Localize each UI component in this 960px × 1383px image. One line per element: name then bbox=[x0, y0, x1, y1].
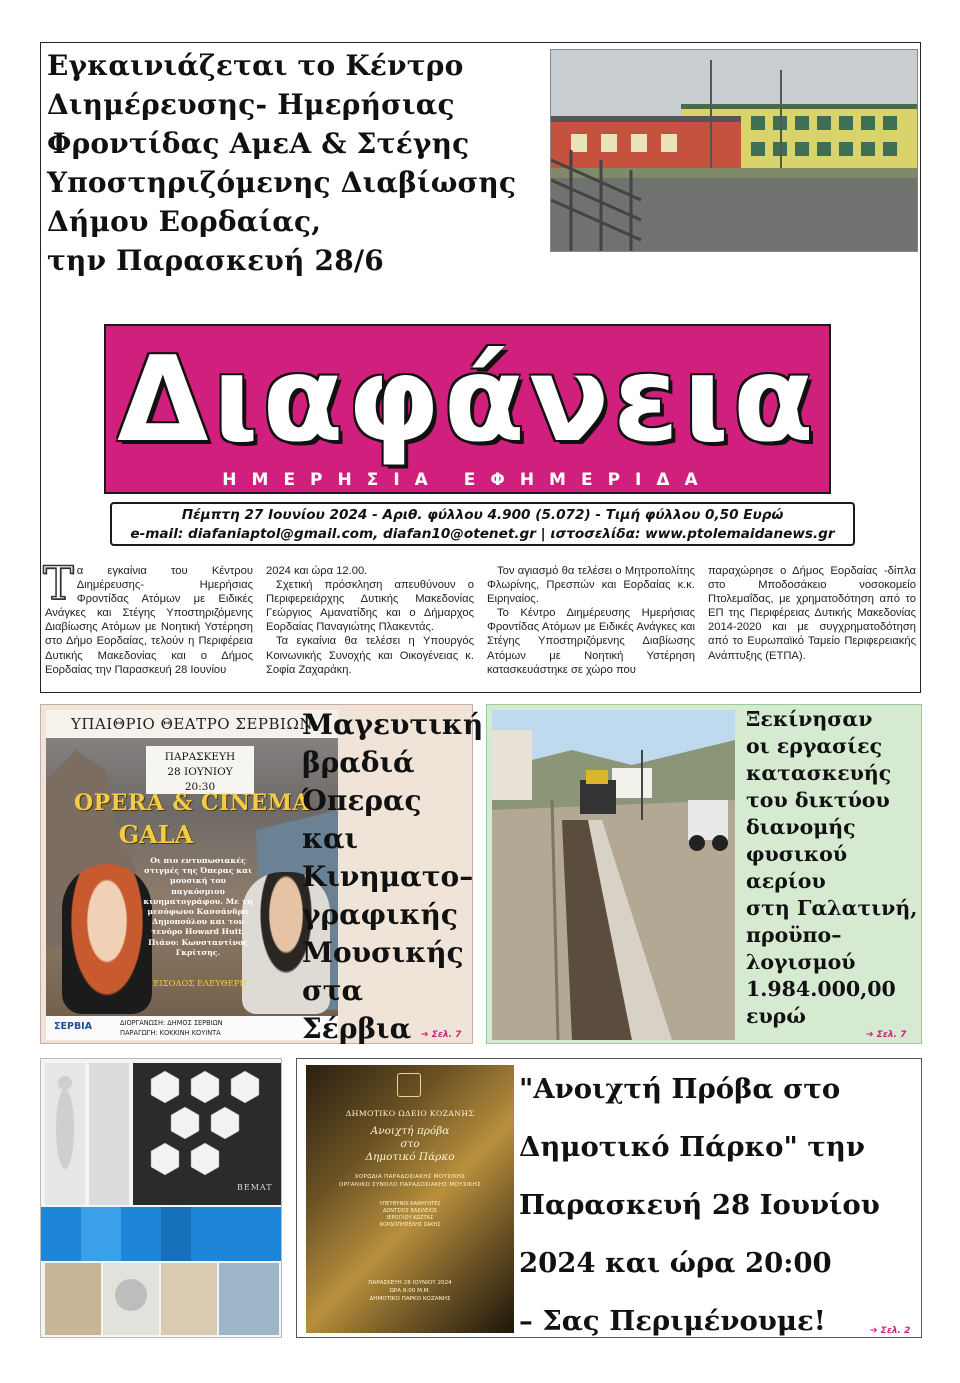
headline-line: Ξεκίνησαν bbox=[746, 707, 873, 731]
headline-line: γραφικής bbox=[302, 898, 458, 931]
opera-headline[interactable] bbox=[302, 706, 484, 1048]
servia-logo: ΣΕΡΒΙΑ bbox=[54, 1021, 93, 1032]
newspaper-subtitle: ΗΜΕΡΗΣΙΑ ΕΦΗΜΕΡΙΔΑ bbox=[222, 470, 713, 490]
poster-venue: ΥΠΑΙΘΡΙΟ ΘΕΑΤΡΟ ΣΕΡΒΙΩΝ bbox=[46, 710, 338, 738]
excavation-illustration bbox=[492, 710, 735, 1040]
headline-line: προϋπο– bbox=[746, 923, 842, 947]
poster-date-line: 28 ΙΟΥΝΙΟΥ bbox=[167, 766, 233, 778]
headline-line: φυσικού bbox=[746, 842, 848, 866]
headline-line: Δημοτικό Πάρκο" την bbox=[519, 1131, 865, 1163]
headline-line: λογισμού bbox=[746, 950, 856, 974]
poster-when-line: ΩΡΑ 8:00 Μ.Μ. bbox=[389, 1288, 431, 1294]
headline-line: οι εργασίες bbox=[746, 734, 883, 758]
top-story-headline[interactable] bbox=[47, 46, 547, 280]
poster-free-entry: ΕΙΣΟΔΟΣ ΕΛΕΥΘΕΡΗ bbox=[153, 978, 247, 988]
article-text: 2024 και ώρα 12.00. bbox=[266, 565, 368, 577]
article-paragraph: Τον αγιασμό θα τελέσει ο Μητροπολίτης Φλωρίνης, Πρεσπών και Εορδαίας κ.κ. Ειρηναίος. bbox=[487, 565, 695, 606]
article-column-2 bbox=[266, 564, 474, 677]
article-column-3 bbox=[487, 564, 695, 677]
headline-line: ευρώ bbox=[746, 1004, 806, 1028]
poster-ensemble-line: ΟΡΓΑΝΙΚΟ ΣΥΝΟΛΟ ΠΑΡΑΔΟΣΙΑΚΗΣ ΜΟΥΣΙΚΗΣ bbox=[339, 1182, 481, 1188]
dropcap: Τ bbox=[43, 556, 74, 610]
masthead bbox=[104, 324, 831, 494]
article-paragraph: Σχετική πρόσκληση απευθύνουν ο Περιφερειάρχης Δυτικής Μακεδονίας Γεώργιος Αμανατίδης και ο Δήμαρχος Εορδαίας Παναγιώτης Πλακεντάς. bbox=[266, 579, 474, 634]
poster-ensembles bbox=[306, 1173, 514, 1189]
opera-gala-poster[interactable] bbox=[46, 710, 338, 1040]
headline-line: 1.984.000,00 bbox=[746, 977, 896, 1001]
headline-line: Διημέρευσης- Ημερήσιας bbox=[47, 88, 455, 121]
headline-line: Δήμου Εορδαίας, bbox=[47, 205, 322, 238]
poster-title-line: Δημοτικό Πάρκο bbox=[365, 1151, 455, 1163]
newspaper-title: Διαφάνεια bbox=[117, 330, 818, 468]
decor-advertisement[interactable] bbox=[40, 1058, 282, 1338]
poster-teacher-line: ΔΟΝΤΣΙΟΣ ΒΑΣΙΛΕΙΟΣ bbox=[382, 1208, 438, 1214]
poster-title-line: Ανοιχτή πρόβα bbox=[370, 1125, 450, 1137]
headline-line: Εγκαινιάζεται το Κέντρο bbox=[47, 49, 464, 82]
building-illustration bbox=[551, 50, 918, 252]
excavation-photo[interactable] bbox=[492, 710, 735, 1040]
headline-line: "Ανοιχτή Πρόβα στο bbox=[519, 1073, 841, 1105]
headline-line: Παρασκευή 28 Ιουνίου bbox=[519, 1189, 880, 1221]
article-text: παραχώρησε ο Δήμος Εορδαίας -δίπλα στο Μποδοσάκειο νοσοκομείο Πτολεμαΐδας, με χρηματοδότηση από το ΕΠ της Περιφέρειας Δυτικής Μακεδονίας 2014-2020 και με συγχρηματοδότηση από το Ευρωπαϊκό Ταμείο Περιφερειακής Ανάπτυξης (ΕΤΠΑ). bbox=[708, 565, 916, 662]
opera-page-reference[interactable]: ➔ Σελ. 7 bbox=[421, 1030, 462, 1040]
mezzo-soprano-portrait bbox=[62, 864, 152, 1014]
headline-line: αερίου bbox=[746, 869, 826, 893]
issue-date-line: Πέμπτη 27 Ιουνίου 2024 - Αριθ. φύλλου 4.900 (5.072) - Τιμή φύλλου 0,50 Ευρώ bbox=[181, 507, 784, 523]
headline-line: – Σας Περιμένουμε! bbox=[519, 1305, 826, 1337]
rehearsal-page-reference[interactable]: ➔ Σελ. 2 bbox=[870, 1326, 911, 1336]
headline-line: στη Γαλατινή, bbox=[746, 896, 918, 920]
ad-brand-logo: BEMAT bbox=[237, 1183, 273, 1192]
poster-when-where bbox=[306, 1279, 514, 1303]
main-article bbox=[43, 556, 916, 690]
poster-footer bbox=[46, 1016, 338, 1040]
poster-date-line: 20:30 bbox=[184, 781, 216, 793]
poster-teacher-line: ΚΟΡΔΟΠΗΠΕΛΗΣ ΣΑΚΗΣ bbox=[379, 1222, 441, 1228]
decor-collage bbox=[41, 1059, 282, 1338]
poster-when-line: ΔΗΜΟΤΙΚΟ ΠΑΡΚΟ ΚΟΖΑΝΗΣ bbox=[369, 1296, 451, 1302]
poster-rehearsal-title bbox=[306, 1125, 514, 1164]
headline-line: βραδιά bbox=[302, 746, 415, 779]
poster-organizer: ΔΙΟΡΓΑΝΩΣΗ: ΔΗΜΟΣ ΣΕΡΒΙΩΝ bbox=[120, 1019, 223, 1027]
headline-line: Υποστηριζόμενης Διαβίωσης bbox=[47, 166, 517, 199]
poster-producer: ΠΑΡΑΓΩΓΗ: ΚΟΚΚΙΝΗ ΚΟΥΙΝΤΑ bbox=[120, 1029, 221, 1037]
article-paragraph: Το Κέντρο Διημέρευσης Ημερήσιας Φροντίδας Ατόμων με Ειδικές Ανάγκες και Στέγης Υποστηριζόμενης Διαβίωσης Ατόμων με Νοητική Υστέρηση κατασκευάστηκε σε χώρο που bbox=[487, 607, 695, 676]
poster-title-gala: GALA bbox=[118, 820, 194, 849]
poster-teacher-line: ΥΠΕΥΘΥΝΟΙ ΚΑΘΗΓΗΤΕΣ bbox=[379, 1201, 441, 1207]
poster-school-name: ΔΗΜΟΤΙΚΟ ΩΔΕΙΟ ΚΟΖΑΝΗΣ bbox=[345, 1109, 475, 1118]
headline-line: του δικτύου bbox=[746, 788, 890, 812]
headline-line: Όπερας bbox=[302, 784, 422, 817]
center-building-photo[interactable] bbox=[550, 49, 918, 252]
issue-info-bar bbox=[110, 502, 855, 546]
school-seal-icon bbox=[397, 1073, 421, 1097]
rehearsal-headline[interactable] bbox=[519, 1060, 919, 1350]
article-text: α εγκαίνια του Κέντρου Διημέρευσης- Ημερήσιας Φροντίδας Ατόμων με Ειδικές Ανάγκες και Στέγης Υποστηριζόμενης Διαβίωσης Ατόμων με Νοητική Υστέρηση στο Δήμο Εορδαίας, τελούν η Περιφέρεια Δυτικής Μακεδονίας και ο Δήμος Εορδαίας την Παρασκευή 28 Ιουνίου bbox=[45, 565, 253, 676]
headline-line: Μαγευτική bbox=[302, 708, 484, 741]
rehearsal-poster[interactable] bbox=[306, 1065, 514, 1333]
article-column-4 bbox=[708, 564, 916, 663]
gas-network-headline[interactable] bbox=[746, 706, 922, 1030]
headline-line: 2024 και ώρα 20:00 bbox=[519, 1247, 832, 1279]
poster-teachers bbox=[306, 1201, 514, 1229]
poster-title-line: στο bbox=[400, 1138, 420, 1150]
headline-line: Σέρβια bbox=[302, 1012, 412, 1045]
headline-line: κατασκευής bbox=[746, 761, 892, 785]
headline-line: διανομής bbox=[746, 815, 856, 839]
poster-title: OPERA & CINEMA bbox=[73, 790, 311, 816]
article-column-1 bbox=[43, 556, 253, 677]
poster-when-line: ΠΑΡΑΣΚΕΥΗ 28 ΙΟΥΝΙΟΥ 2024 bbox=[368, 1280, 452, 1286]
gas-network-page-reference[interactable]: ➔ Σελ. 7 bbox=[866, 1030, 907, 1040]
headline-line: Μουσικής bbox=[302, 936, 464, 969]
headline-line: και bbox=[302, 822, 359, 855]
headline-line: Κινηματο– bbox=[302, 860, 474, 893]
poster-date-line: ΠΑΡΑΣΚΕΥΗ bbox=[164, 751, 236, 763]
poster-description: Οι πιο εντυπωσιακές στιγμές της Όπερας και μουσική του παγκόσμιου κινηματογράφου. Με τη μεσόφωνο Κασσάνδρα Δημοπούλου και τον τενόρο Howard Hutt. Πιάνο: Κωνσταντίνος Γκρίτσης. bbox=[143, 856, 253, 957]
poster-teacher-line: ΙΕΡΟΓΛΟΥ ΚΩΣΤΑΣ bbox=[386, 1215, 434, 1221]
poster-date bbox=[146, 750, 254, 795]
headline-line: Φροντίδας ΑμεΑ & Στέγης bbox=[47, 127, 470, 160]
contact-line[interactable]: e-mail: diafaniaptol@gmail.com, diafan10@otenet.gr | ιστοσελίδα: www.ptolemaidanews.gr bbox=[130, 526, 835, 542]
article-paragraph: Τα εγκαίνια θα τελέσει η Υπουργός Κοινωνικής Συνοχής και Οικογένειας κ. Σοφία Ζαχαράκη. bbox=[266, 635, 474, 676]
headline-line: στα bbox=[302, 974, 364, 1007]
poster-ensemble-line: ΧΟΡΩΔΙΑ ΠΑΡΑΔΟΣΙΑΚΗΣ ΜΟΥΣΙΚΗΣ bbox=[354, 1174, 466, 1180]
headline-line: την Παρασκευή 28/6 bbox=[47, 244, 384, 277]
